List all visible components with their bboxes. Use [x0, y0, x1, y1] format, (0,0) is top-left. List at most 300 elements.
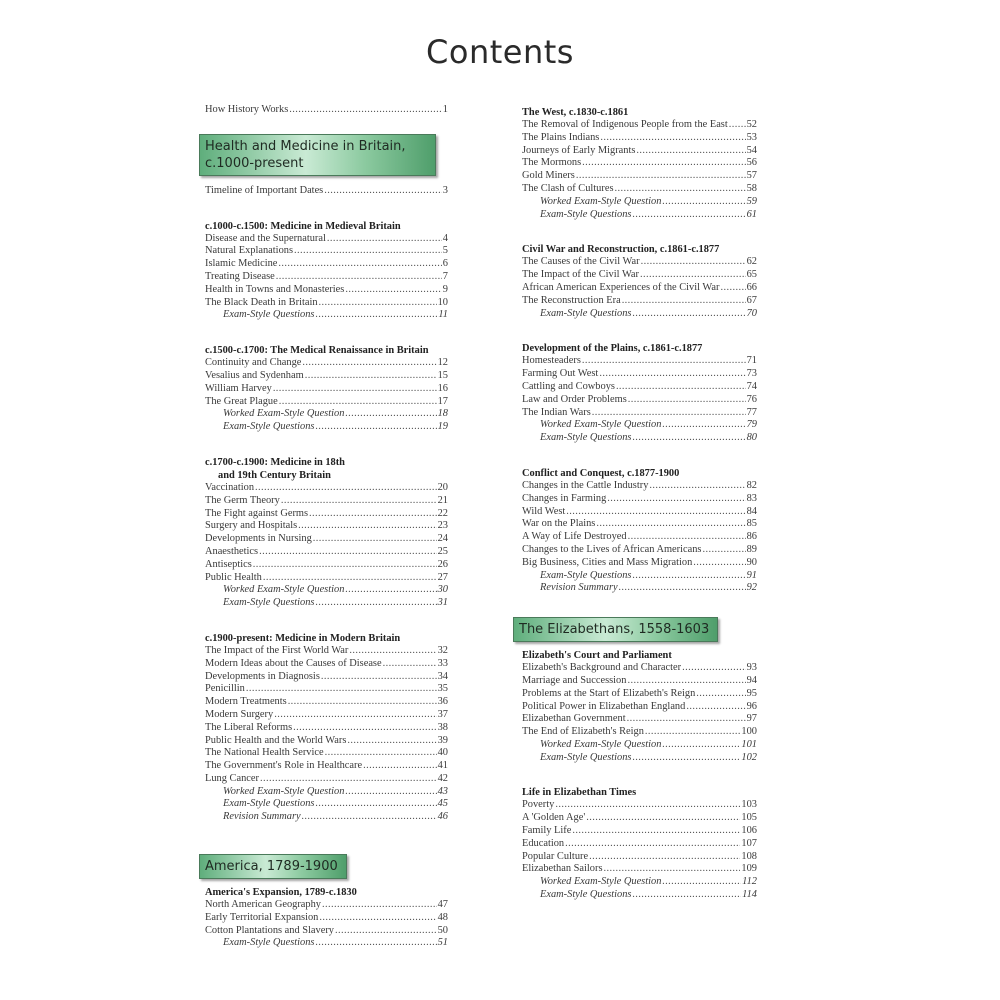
page-number: 86	[746, 531, 757, 543]
page-number: 80	[746, 432, 757, 444]
toc-entry[interactable]	[205, 811, 448, 824]
toc-entry[interactable]	[205, 421, 448, 434]
section-heading: Conflict and Conquest, c.1877-1900	[522, 467, 680, 479]
page-number: 1	[442, 104, 448, 115]
leader-dots	[315, 937, 436, 950]
page-number: 26	[437, 558, 448, 570]
page-number: 46	[437, 811, 448, 823]
entry-label: Exam-Style Questions	[223, 937, 315, 949]
entry-label: Lung Cancer	[205, 772, 259, 784]
leader-dots	[607, 493, 745, 506]
toc-entry[interactable]	[205, 271, 448, 284]
leader-dots	[325, 747, 437, 760]
leader-dots	[288, 696, 437, 709]
toc-entry[interactable]	[205, 773, 448, 786]
leader-dots	[627, 675, 745, 688]
toc-entry[interactable]	[522, 570, 757, 583]
leader-dots	[246, 683, 437, 696]
page-number: 11	[438, 309, 448, 321]
entry-label: Wild West	[522, 505, 566, 517]
contents-left-column	[205, 104, 448, 972]
toc-entry[interactable]	[205, 297, 448, 310]
entry-label: The Clash of Cultures	[522, 182, 614, 194]
entry-label: Worked Exam-Style Question	[540, 419, 662, 431]
toc-entry[interactable]	[522, 675, 757, 688]
page-number: 61	[746, 208, 757, 220]
section-spacer	[522, 902, 757, 924]
toc-entry[interactable]	[522, 506, 757, 519]
toc-entry[interactable]	[522, 170, 757, 183]
leader-dots	[696, 688, 745, 701]
toc-entry[interactable]	[205, 245, 448, 258]
page-number: 92	[746, 582, 757, 594]
leader-dots	[632, 889, 741, 902]
toc-entry[interactable]	[522, 355, 757, 368]
entry-label: The End of Elizabeth's Reign	[522, 726, 644, 738]
toc-entry[interactable]	[522, 544, 757, 557]
toc-entry[interactable]	[205, 597, 448, 610]
leader-dots	[302, 357, 436, 370]
leader-dots	[273, 383, 437, 396]
toc-entry[interactable]	[205, 559, 448, 572]
entry-label: Changes in Farming	[522, 492, 607, 504]
leader-dots	[324, 185, 442, 198]
toc-entry[interactable]	[205, 760, 448, 773]
toc-entry[interactable]	[205, 258, 448, 271]
toc-entry[interactable]	[522, 889, 757, 902]
page-number: 100	[741, 726, 757, 738]
toc-entry[interactable]	[205, 747, 448, 760]
entry-label: Problems at the Start of Elizabeth's Reign	[522, 687, 696, 699]
page-number: 79	[746, 419, 757, 431]
page-number: 84	[746, 505, 757, 517]
leader-dots	[628, 394, 746, 407]
toc-entry[interactable]	[205, 309, 448, 322]
toc-entry[interactable]	[522, 851, 757, 864]
page-number: 96	[746, 700, 757, 712]
leader-dots	[278, 258, 441, 271]
page-number: 33	[437, 657, 448, 669]
toc-entry[interactable]	[205, 482, 448, 495]
page-number: 74	[746, 380, 757, 392]
page-number: 20	[437, 481, 448, 493]
page-number: 25	[437, 545, 448, 557]
page-number: 48	[437, 911, 448, 923]
page-number: 19	[437, 421, 448, 433]
leader-dots	[276, 271, 442, 284]
entry-label: Education	[522, 837, 565, 849]
page-number: 7	[442, 270, 448, 282]
entry-label: Health in Towns and Monasteries	[205, 283, 345, 295]
entry-label: Exam-Style Questions	[540, 569, 632, 581]
leader-dots	[619, 582, 746, 595]
entry-label: The Indian Wars	[522, 406, 591, 418]
page-number: 5	[442, 245, 448, 257]
toc-entry[interactable]	[205, 696, 448, 709]
page-number: 23	[437, 520, 448, 532]
entry-label: Natural Explanations	[205, 245, 294, 257]
toc-entry[interactable]	[205, 533, 448, 546]
leader-dots	[309, 508, 437, 521]
toc-entry[interactable]	[522, 480, 757, 493]
toc-entry[interactable]	[205, 645, 448, 658]
entry-label: Exam-Style Questions	[540, 208, 632, 220]
toc-entry[interactable]	[205, 925, 448, 938]
page-number: 34	[437, 670, 448, 682]
page-number: 67	[746, 294, 757, 306]
section-heading: Elizabeth's Court and Parliament	[522, 650, 672, 662]
page-number: 57	[746, 170, 757, 182]
toc-entry[interactable]	[522, 308, 757, 321]
leader-dots	[632, 570, 745, 583]
leader-dots	[592, 407, 746, 420]
entry-label: The Removal of Indigenous People from the East	[522, 119, 728, 130]
entry-label: Anaesthetics	[205, 545, 259, 557]
entry-label: North American Geography	[205, 899, 321, 911]
toc-entry[interactable]	[205, 786, 448, 799]
entry-label: Journeys of Early Migrants	[522, 144, 636, 156]
toc-entry[interactable]	[205, 495, 448, 508]
entry-label: Exam-Style Questions	[540, 307, 632, 319]
leader-dots	[662, 196, 745, 209]
entry-label: Exam-Style Questions	[223, 798, 315, 810]
leader-dots	[662, 876, 741, 889]
page-number: 51	[437, 937, 448, 949]
leader-dots	[274, 709, 436, 722]
page-number: 59	[746, 195, 757, 207]
entry-label: Modern Ideas about the Causes of Disease	[205, 657, 382, 669]
section-heading: c.1000-c.1500: Medicine in Medieval Britain	[205, 220, 401, 232]
toc-entry[interactable]	[522, 557, 757, 570]
page-number: 27	[437, 571, 448, 583]
leader-dots	[321, 671, 437, 684]
page-number: 94	[746, 674, 757, 686]
page-number: 22	[437, 507, 448, 519]
leader-dots	[599, 368, 745, 381]
entry-label: The National Health Service	[205, 747, 324, 759]
toc-entry[interactable]	[522, 432, 757, 445]
toc-entry[interactable]	[205, 370, 448, 383]
leader-dots	[645, 726, 740, 739]
entry-label: Worked Exam-Style Question	[540, 738, 662, 750]
entry-label: The Germ Theory	[205, 494, 280, 506]
page-number: 62	[746, 256, 757, 268]
entry-label: Gold Miners	[522, 170, 575, 182]
page-number: 50	[437, 924, 448, 936]
leader-dots	[589, 851, 740, 864]
toc-entry[interactable]	[522, 688, 757, 701]
toc-entry[interactable]	[522, 119, 757, 132]
leader-dots	[315, 597, 436, 610]
section-list	[205, 886, 448, 972]
toc-entry[interactable]	[522, 582, 757, 595]
page-number: 12	[437, 357, 448, 369]
entry-label: The Mormons	[522, 157, 582, 169]
leader-dots	[259, 546, 437, 559]
page-number: 53	[746, 131, 757, 143]
entry-label: Family Life	[522, 825, 572, 837]
leader-dots	[345, 284, 441, 297]
page-number: 56	[746, 157, 757, 169]
page-number: 103	[741, 799, 757, 811]
leader-dots	[576, 170, 746, 183]
leader-dots	[260, 773, 437, 786]
toc-entry[interactable]	[522, 863, 757, 876]
toc-entry[interactable]	[205, 584, 448, 597]
leader-dots	[614, 183, 745, 196]
toc-entry[interactable]	[522, 419, 757, 432]
leader-dots	[586, 812, 740, 825]
entry-label: Changes in the Cattle Industry	[522, 479, 649, 491]
leader-dots	[315, 421, 436, 434]
entry-label: Farming Out West	[522, 368, 599, 380]
page-number: 114	[742, 889, 757, 901]
entry-label: The Liberal Reforms	[205, 721, 293, 733]
entry-label: Surgery and Hospitals	[205, 520, 298, 532]
section-heading: Civil War and Reconstruction, c.1861-c.1877	[522, 244, 720, 256]
page-number: 83	[746, 492, 757, 504]
page-number: 21	[437, 494, 448, 506]
page-number: 45	[437, 798, 448, 810]
toc-entry[interactable]	[522, 739, 757, 752]
page-number: 39	[437, 734, 448, 746]
section-spacer	[205, 322, 448, 344]
section-heading: Life in Elizabethan Times	[522, 787, 637, 799]
entry-label: Exam-Style Questions	[540, 751, 632, 763]
leader-dots	[347, 735, 436, 748]
leader-dots	[641, 256, 746, 269]
leader-dots	[349, 645, 436, 658]
section-spacer	[205, 824, 448, 846]
toc-entry[interactable]	[522, 394, 757, 407]
entry-label: Exam-Style Questions	[223, 597, 315, 609]
leader-dots	[616, 381, 746, 394]
entry-label: The Government's Role in Healthcare	[205, 760, 363, 772]
toc-entry[interactable]	[522, 269, 757, 282]
leader-dots	[335, 925, 437, 938]
toc-entry[interactable]	[522, 752, 757, 765]
section-spacer	[205, 950, 448, 972]
leader-dots	[255, 482, 437, 495]
entry-label: Political Power in Elizabethan England	[522, 700, 686, 712]
toc-entry[interactable]	[522, 799, 757, 812]
entry-label: Developments in Diagnosis	[205, 670, 320, 682]
page-number: 76	[746, 393, 757, 405]
leader-dots	[627, 713, 746, 726]
page-number: 30	[437, 584, 448, 596]
leader-dots	[319, 912, 436, 925]
page-title: Contents	[426, 33, 574, 71]
toc-entry[interactable]	[205, 546, 448, 559]
page-number: 77	[746, 406, 757, 418]
toc-entry[interactable]	[522, 531, 757, 544]
section-list	[522, 649, 757, 924]
toc-entry[interactable]	[522, 662, 757, 675]
toc-entry[interactable]	[205, 658, 448, 671]
entry-label: Exam-Style Questions	[540, 889, 632, 901]
toc-entry[interactable]	[205, 735, 448, 748]
toc-entry[interactable]	[205, 798, 448, 811]
toc-entry[interactable]	[522, 713, 757, 726]
toc-entry[interactable]	[205, 899, 448, 912]
entry-label: Worked Exam-Style Question	[223, 785, 345, 797]
toc-entry[interactable]	[205, 104, 448, 117]
toc-entry[interactable]	[522, 493, 757, 506]
page-number: 107	[741, 837, 757, 849]
entry-label: The Plains Indians	[522, 131, 600, 143]
toc-entry[interactable]	[205, 722, 448, 735]
toc-entry[interactable]	[522, 282, 757, 295]
page-number: 54	[746, 144, 757, 156]
leader-dots	[319, 297, 437, 310]
toc-entry[interactable]	[522, 295, 757, 308]
page-number: 43	[437, 785, 448, 797]
toc-entry[interactable]	[205, 508, 448, 521]
page-number: 90	[746, 556, 757, 568]
page-number: 31	[437, 597, 448, 609]
entry-label: Elizabethan Sailors	[522, 863, 603, 875]
leader-dots	[555, 799, 740, 812]
leader-dots	[729, 119, 746, 132]
toc-entry[interactable]	[522, 196, 757, 209]
page-number: 36	[437, 696, 448, 708]
leader-dots	[636, 145, 745, 158]
leader-dots	[345, 584, 436, 597]
leader-dots	[662, 739, 740, 752]
leader-dots	[363, 760, 437, 773]
leader-dots	[662, 419, 745, 432]
section-spacer	[205, 610, 448, 632]
leader-dots	[720, 282, 745, 295]
leader-dots	[649, 480, 745, 493]
toc-entry[interactable]	[522, 825, 757, 838]
leader-dots	[294, 245, 442, 258]
toc-entry[interactable]	[205, 284, 448, 297]
page-number: 42	[437, 772, 448, 784]
page-number: 15	[437, 369, 448, 381]
entry-label: Antiseptics	[205, 558, 252, 570]
entry-label: The Fight against Germs	[205, 507, 309, 519]
toc-entry[interactable]	[205, 520, 448, 533]
section-heading: America's Expansion, 1789-c.1830	[205, 887, 357, 899]
section-list	[522, 106, 757, 617]
section-heading: c.1500-c.1700: The Medical Renaissance in Britain	[205, 345, 429, 357]
entry-label: Popular Culture	[522, 850, 589, 862]
entry-label: The Great Plague	[205, 395, 278, 407]
toc-entry[interactable]	[205, 683, 448, 696]
toc-entry[interactable]	[522, 701, 757, 714]
page-number: 102	[741, 751, 757, 763]
toc-entry[interactable]	[522, 132, 757, 145]
toc-entry[interactable]	[522, 368, 757, 381]
part-band-america: America, 1789-1900	[199, 854, 347, 879]
page-number: 95	[746, 687, 757, 699]
toc-entry[interactable]	[205, 408, 448, 421]
leader-dots	[305, 370, 437, 383]
leader-dots	[640, 269, 746, 282]
page-number: 3	[442, 184, 448, 196]
entry-label: Modern Surgery	[205, 708, 274, 720]
entry-label: Revision Summary	[223, 811, 301, 823]
leader-dots	[293, 722, 436, 735]
toc-entry[interactable]	[522, 812, 757, 825]
entry-label: Worked Exam-Style Question	[223, 584, 345, 596]
toc-entry[interactable]	[522, 209, 757, 222]
toc-entry[interactable]	[205, 396, 448, 409]
toc-entry[interactable]	[205, 383, 448, 396]
entry-label: The Causes of the Civil War	[522, 256, 640, 268]
entry-label: Poverty	[522, 799, 555, 811]
leader-dots	[313, 533, 437, 546]
leader-dots	[622, 295, 746, 308]
page-number: 38	[437, 721, 448, 733]
leader-dots	[682, 662, 745, 675]
entry-label: A Way of Life Destroyed	[522, 531, 627, 543]
leader-dots	[596, 518, 745, 531]
page-number: 40	[437, 747, 448, 759]
entry-label: The Black Death in Britain	[205, 296, 318, 308]
toc-entry[interactable]	[205, 233, 448, 246]
entry-label: Elizabeth's Background and Character	[522, 662, 682, 674]
leader-dots	[572, 825, 740, 838]
toc-entry[interactable]	[205, 937, 448, 950]
part-band-health: Health and Medicine in Britain, c.1000-present	[199, 134, 436, 176]
toc-entry[interactable]	[205, 709, 448, 722]
toc-entry[interactable]	[522, 256, 757, 269]
entry-label: Changes to the Lives of African Americans	[522, 543, 702, 555]
entry-label: Vesalius and Sydenham	[205, 369, 304, 381]
toc-entry[interactable]	[522, 145, 757, 158]
leader-dots	[604, 863, 741, 876]
page-number: 66	[746, 281, 757, 293]
entry-label: Disease and the Supernatural	[205, 232, 326, 244]
entry-label: Treating Disease	[205, 270, 275, 282]
entry-label: Modern Treatments	[205, 696, 287, 708]
leader-dots	[322, 899, 437, 912]
leader-dots	[600, 132, 745, 145]
entry-label: Vaccination	[205, 481, 255, 493]
toc-entry[interactable]	[205, 357, 448, 370]
entry-label: Worked Exam-Style Question	[223, 408, 345, 420]
toc-entry[interactable]	[205, 671, 448, 684]
toc-entry[interactable]	[522, 518, 757, 531]
entry-label: War on the Plains	[522, 518, 596, 530]
leader-dots	[253, 559, 437, 572]
page-number: 9	[442, 283, 448, 295]
page-number: 109	[741, 863, 757, 875]
toc-entry[interactable]	[205, 912, 448, 925]
entry-label: The Impact of the Civil War	[522, 269, 639, 281]
toc-entry[interactable]	[522, 838, 757, 851]
toc-entry[interactable]	[522, 876, 757, 889]
toc-entry[interactable]	[205, 572, 448, 585]
toc-entry[interactable]	[522, 157, 757, 170]
toc-entry[interactable]	[522, 381, 757, 394]
toc-entry[interactable]	[522, 726, 757, 739]
toc-entry[interactable]	[522, 183, 757, 196]
page-number: 112	[742, 876, 757, 888]
page-number: 70	[746, 307, 757, 319]
leader-dots	[566, 506, 745, 519]
entry-label: Cattling and Cowboys	[522, 380, 615, 392]
leader-dots	[686, 701, 745, 714]
section-list	[205, 220, 448, 846]
page-number: 32	[437, 644, 448, 656]
leader-dots	[632, 209, 745, 222]
toc-entry[interactable]	[522, 407, 757, 420]
entry-label: Big Business, Cities and Mass Migration	[522, 556, 693, 568]
toc-entry[interactable]	[205, 185, 448, 198]
